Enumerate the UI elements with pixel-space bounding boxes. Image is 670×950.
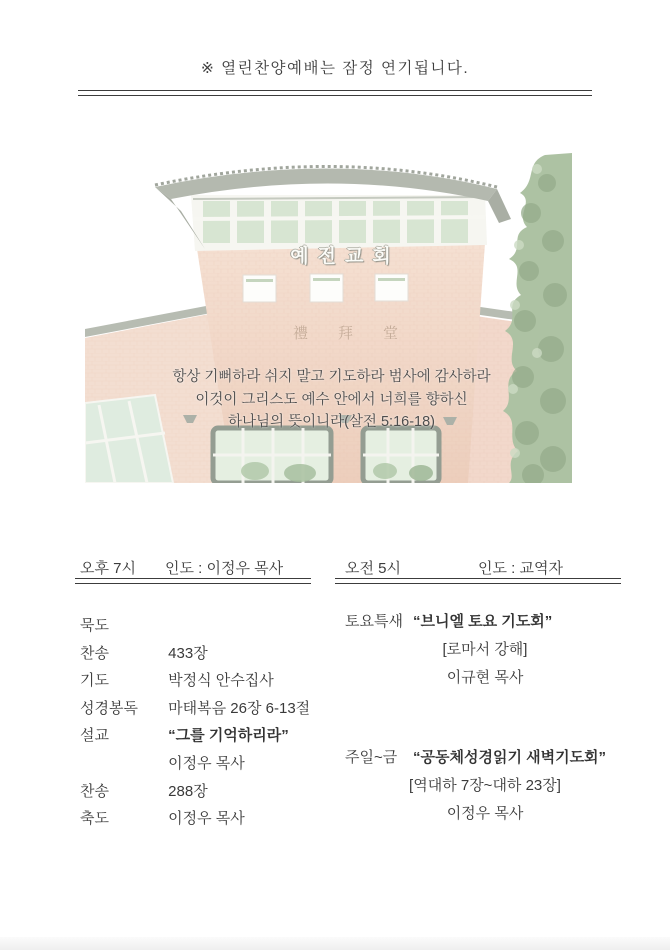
dawn-service-blocks: [345, 608, 625, 828]
item-label: [80, 750, 156, 778]
block-scope: [역대하 7장~대하 23장]: [409, 777, 561, 794]
item-label: 기도: [80, 672, 109, 690]
list-item: [80, 750, 340, 778]
list-item: [80, 805, 340, 833]
item-label: 묵도: [80, 617, 109, 634]
building-inscription: 禮拜堂: [293, 326, 429, 342]
block-title: “브니엘 토요 기도회”: [413, 613, 553, 630]
dawn-block-weekday: [345, 744, 625, 828]
sermon-preacher: 이정우 목사: [168, 754, 245, 772]
church-photo-art: [85, 153, 578, 483]
evening-header-rule: [75, 578, 311, 584]
item-label: 찬송: [80, 782, 109, 800]
scripture-line-3: 하나님의 뜻이니라(살전 5:16-18): [228, 414, 435, 430]
block-scope: [로마서 강해]: [442, 641, 528, 658]
scripture-overlay: [85, 366, 578, 434]
evening-service-time: 오후 7시: [80, 560, 136, 577]
page-bottom-edge: [0, 937, 670, 950]
sermon-title: “그를 기억하리라”: [168, 727, 289, 745]
dawn-service-time: 오전 5시: [345, 560, 401, 577]
item-label: 축도: [80, 810, 109, 828]
notice-text: ※ 열린찬양예배는 잠정 연기됩니다.: [200, 60, 470, 77]
list-item: [80, 778, 340, 806]
block-person: 이규현 목사: [446, 669, 524, 686]
list-item: [80, 612, 340, 640]
list-item: [80, 722, 340, 750]
evening-service-leader: 인도 : 이정우 목사: [165, 560, 284, 577]
item-label: 설교: [80, 727, 109, 745]
dawn-header-rule: [335, 578, 621, 584]
dawn-service-leader: 인도 : 교역자: [478, 560, 563, 577]
photo-wash: [85, 153, 578, 483]
block-title: “공동체성경읽기 새벽기도회”: [413, 749, 607, 766]
block-label: 주일~금: [345, 749, 398, 766]
item-value: 433장: [168, 644, 208, 662]
dawn-block-saturday: [345, 608, 625, 692]
church-sign-text: 예전교회: [290, 246, 400, 267]
top-double-rule: [78, 90, 592, 96]
evening-service-list: [80, 612, 340, 833]
church-photo: [85, 153, 578, 483]
list-item: [80, 667, 340, 695]
list-item: [80, 640, 340, 668]
item-value: 이정우 목사: [168, 810, 245, 828]
item-label: 찬송: [80, 644, 109, 662]
block-person: 이정우 목사: [446, 805, 524, 822]
block-label: 토요특새: [345, 613, 403, 630]
list-item: [80, 695, 340, 723]
scripture-line-1: 항상 기뻐하라 쉬지 말고 기도하라 범사에 감사하라: [172, 369, 491, 385]
item-label: 성경봉독: [80, 699, 138, 717]
scripture-line-2: 이것이 그리스도 예수 안에서 너희를 향하신: [195, 391, 468, 408]
item-value: 마태복음 26장 6-13절: [168, 699, 311, 717]
item-value: 박정식 안수집사: [168, 672, 274, 690]
item-value: 288장: [168, 782, 208, 800]
